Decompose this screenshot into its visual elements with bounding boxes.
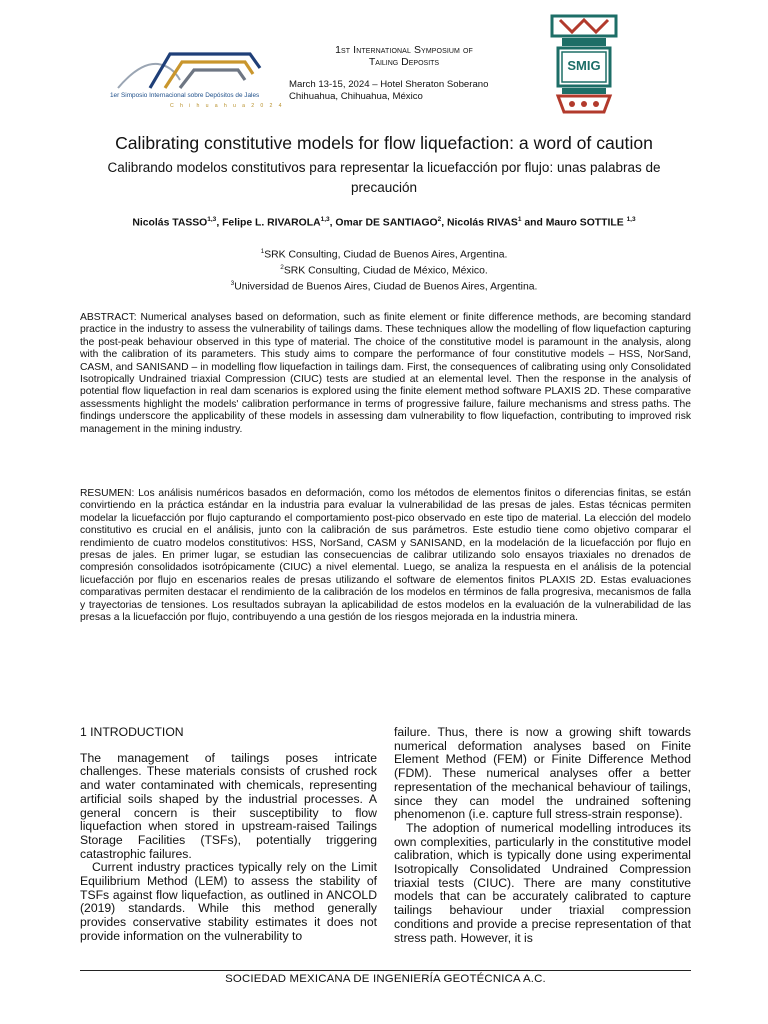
conference-city: Chihuahua, Chihuahua, México [289,91,423,102]
affiliation-text: SRK Consulting, Ciudad de México, México. [283,265,488,277]
smig-logo [548,12,620,120]
abstract-english: ABSTRACT: Numerical analyses based on deformation, such as finite element or finite difference methods, are becoming standard practice in the industry to assess the vulnerability of tailings dams. These techniques allow the modelling of flow liquefaction capturing the post-peak behaviour observed in this type of material. The choice of the constitutive model is paramount in the analysis, along with the calibration of its parameters. This study aims to compare the performance of four constitutive models – HSS, NorSand, CASM, and SANISAND – in modelling flow liquefaction in tailings dam. First, the consequences of calibrating using only Consolidated Isotropically Undrained triaxial Compression (CIUC) tests are studied at an elemental level. Then the response in the analysis of potential flow liquefaction in real dam scenarios is explored using the finite element method software PLAXIS 2D. These comparative assessments highlight the models' calibration performance in terms of progressive failure, failure mechanisms and stress paths. The findings underscore the applicability of these models in assessing dam vulnerability to flow liquefaction, contributing to improved risk management in the mining industry. [80,312,691,435]
page-footer: SOCIEDAD MEXICANA DE INGENIERÍA GEOTÉCNICA A.C. [225,973,546,985]
affiliation [60,264,708,276]
author-affiliation-mark: 1,3 [207,216,217,223]
symposium-logo-text: 1er Simposio Internacional sobre Depósitos de Jales [110,92,260,99]
affiliation-mark: 2 [280,264,284,271]
author-affiliation-mark: 2 [437,216,442,223]
column-left [80,726,377,944]
affiliation-text: Universidad de Buenos Aires, Ciudad de Buenos Aires, Argentina. [234,281,538,293]
section-heading: 1 INTRODUCTION [80,725,184,739]
symposium-logo-location: C h i h u a h u a 2 0 2 4 [170,103,284,109]
affiliation [60,248,708,260]
author-name: , Felipe L. RIVAROLA [216,217,321,229]
conference-date-venue: March 13-15, 2024 – Hotel Sheraton Soberano [289,79,489,90]
affiliation [60,280,708,292]
footer-rule [80,970,691,971]
abstract-spanish: RESUMEN: Los análisis numéricos basados en deformación, como los métodos de elementos finitos o diferencias finitas, se están convirtiendo en la práctica estándar en la industria para evaluar la vulnerabilidad de las presas de jales. Estas técnicas permiten modelar la licuefacción por flujo capturando el comportamiento post-pico observado en este tipo de material. La elección del modelo constitutivo es crucial en el análisis, junto con la calibración de sus parámetros. Este estudio tiene como objetivo comparar el rendimiento de cuatro modelos constitutivos: HSS, NorSand, CASM y SANISAND, en la modelación de la licuefacción por flujo en presas de jales. En primer lugar, se estudian las consecuencias de calibrar utilizando solo ensayos triaxiales no drenados de compresión consolidados isotrópicamente (CIUC) a nivel elemental. Luego, se analiza la respuesta en el análisis de la potencial licuefacción por flujo en escenarios reales de presas utilizando el software de elementos finitos PLAXIS 2D. Estas evaluaciones comparativas permiten destacar el rendimiento de la calibración de los modelos en términos de falla progresiva, mecanismos de falla y trayectorias de tensiones. Los resultados subrayan la aplicabilidad de estos modelos en la evaluación de la vulnerabilidad de las presas a la licuefacción por flujo, contribuyendo a una gestión de los riesgos mejorada en la industria minera. [80,488,691,624]
body-paragraph: The adoption of numerical modelling introduces its own complexities, particularly in the constitutive model calibration, which is typically done using experimental Isotropically Consolidated Undrained Compression triaxial tests (CIUC). There are many constitutive models that can be accurately calibrated to capture tailings behaviour under triaxial compression conditions and provide a precise representation of that stress path. However, it is [394,820,691,945]
body-paragraph: failure. Thus, there is now a growing shift towards numerical deformation analyses based on Finite Element Method (FEM) or Finite Difference Method (FDM). These numerical analyses offer a better representation of the mechanical behaviour of tailings, since they can model the undrained softening phenomenon (i.e. capture full stress-strain response). [394,725,691,822]
author-name: and Mauro SOTTILE [521,217,627,229]
author-name: , Nicolás RIVAS [441,217,518,229]
body-paragraph: The management of tailings poses intricate challenges. These materials consists of crushed rock and water contaminated with chemicals, representing artificial soils shaped by the industrial processes. A general concern is their susceptibility to flow liquefaction when stored in upstream-raised Tailings Storage Facilities (TSFs), potentially triggering catastrophic failures. [80,750,377,861]
affiliation-text: SRK Consulting, Ciudad de Buenos Aires, Argentina. [264,249,508,261]
author-name: , Omar DE SANTIAGO [329,217,438,229]
affiliation-mark: 3 [230,280,235,287]
conference-header [289,44,519,103]
author-name: Nicolás TASSO [132,217,208,229]
affiliation-mark: 1 [260,248,265,255]
column-right [394,726,691,945]
body-paragraph: Current industry practices typically rely on the Limit Equilibrium Method (LEM) to assess the stability of TSFs against flow liquefaction, as outlined in ANCOLD (2019) standards. While this method generally provides conservative stability estimates it does not provide information on the vulnerability to [80,860,377,943]
author-affiliation-mark: 1 [517,216,522,223]
paper-subtitle: Calibrando modelos constitutivos para representar la licuefacción por flujo: unas palabras de precaución [107,160,661,195]
symposium-logo-graphic [110,40,270,95]
symposium-logo [110,40,284,115]
author-affiliation-mark: 1,3 [626,216,636,223]
symposium-title-line2: Tailing Deposits [368,56,440,68]
symposium-title-line1: 1st International Symposium of [335,44,473,56]
author-affiliation-mark: 1,3 [320,216,330,223]
smig-logo-text: SMIG [567,58,601,73]
paper-title: Calibrating constitutive models for flow liquefaction: a word of caution [115,133,653,153]
author-list [50,216,718,228]
